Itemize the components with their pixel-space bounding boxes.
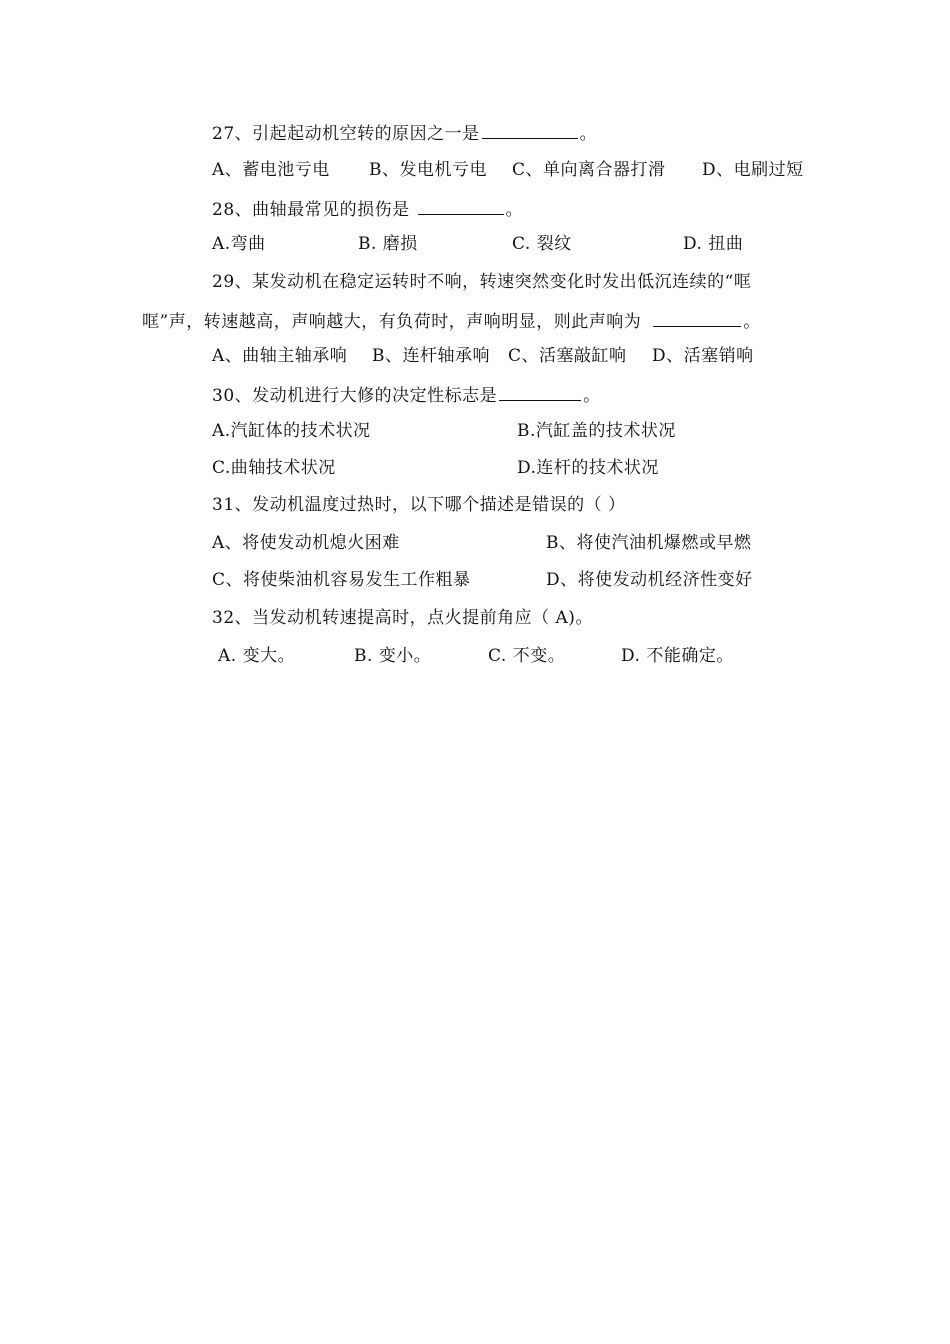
- option-d: D. 扭曲: [683, 234, 744, 254]
- question-31-options-row2: [212, 568, 832, 592]
- option-c: C.曲轴技术状况: [212, 458, 336, 478]
- question-end-mark: 。: [579, 124, 598, 144]
- question-28-options: [212, 232, 832, 256]
- answer-blank: [482, 120, 578, 139]
- option-b: B、连杆轴承响: [372, 346, 490, 366]
- option-d: D、活塞销响: [652, 346, 754, 366]
- option-d: D、将使发动机经济性变好: [546, 570, 753, 590]
- question-31-options-row1: [212, 531, 832, 555]
- option-d: D. 不能确定。: [621, 646, 734, 666]
- option-d: D.连杆的技术状况: [517, 458, 659, 478]
- question-end-mark: 。: [505, 200, 524, 220]
- option-b: B. 变小。: [354, 646, 432, 666]
- option-c: C、活塞敲缸响: [508, 346, 627, 366]
- question-30-options-row1: [212, 419, 832, 443]
- option-b: B、发电机亏电: [369, 160, 487, 180]
- option-c: C. 裂纹: [512, 234, 572, 254]
- question-32-options: [218, 644, 838, 668]
- option-b: B. 磨损: [358, 234, 418, 254]
- option-a: A、将使发动机熄火困难: [212, 533, 400, 553]
- question-28-stem: [212, 196, 523, 222]
- question-29-text-line2: 哐”声，转速越高，声响越大，有负荷时，声响明显，则此声响为: [142, 312, 642, 332]
- option-a: A、蓄电池亏电: [212, 160, 330, 180]
- option-a: A、曲轴主轴承响: [212, 346, 348, 366]
- question-end-mark: 。: [583, 386, 601, 406]
- question-29-stem-line1: [212, 270, 751, 294]
- question-28-text: 28、曲轴最常见的损伤是: [212, 200, 410, 220]
- answer-blank: [418, 196, 504, 215]
- question-31-stem: [212, 493, 626, 517]
- question-30-text: 30、发动机进行大修的决定性标志是: [212, 386, 498, 406]
- option-c: C. 不变。: [488, 646, 566, 666]
- question-30-stem: [212, 382, 601, 408]
- question-30-options-row2: [212, 456, 832, 480]
- option-c: C、单向离合器打滑: [512, 160, 666, 180]
- answer-blank: [499, 382, 581, 401]
- question-31-text: 31、发动机温度过热时，以下哪个描述是错误的（ ）: [212, 495, 626, 515]
- question-32-stem: [212, 606, 593, 630]
- option-d: D、电刷过短: [702, 160, 804, 180]
- question-29-text-line1: 29、某发动机在稳定运转时不响，转速突然变化时发出低沉连续的“哐: [212, 272, 752, 292]
- question-end-mark: 。: [743, 312, 761, 332]
- question-27-stem: [212, 120, 597, 146]
- question-29-stem-line2: [142, 308, 761, 334]
- answer-blank: [653, 308, 741, 327]
- question-32-text: 32、当发动机转速提高时，点火提前角应（ A)。: [212, 608, 593, 628]
- option-a: A. 变大。: [218, 646, 296, 666]
- question-27-options: [212, 158, 832, 182]
- option-a: A.汽缸体的技术状况: [212, 421, 371, 441]
- question-29-options: [212, 344, 832, 368]
- question-27-text: 27、引起起动机空转的原因之一是: [212, 124, 480, 144]
- option-b: B、将使汽油机爆燃或早燃: [546, 533, 752, 553]
- option-a: A.弯曲: [212, 234, 266, 254]
- option-b: B.汽缸盖的技术状况: [517, 421, 676, 441]
- option-c: C、将使柴油机容易发生工作粗暴: [212, 570, 471, 590]
